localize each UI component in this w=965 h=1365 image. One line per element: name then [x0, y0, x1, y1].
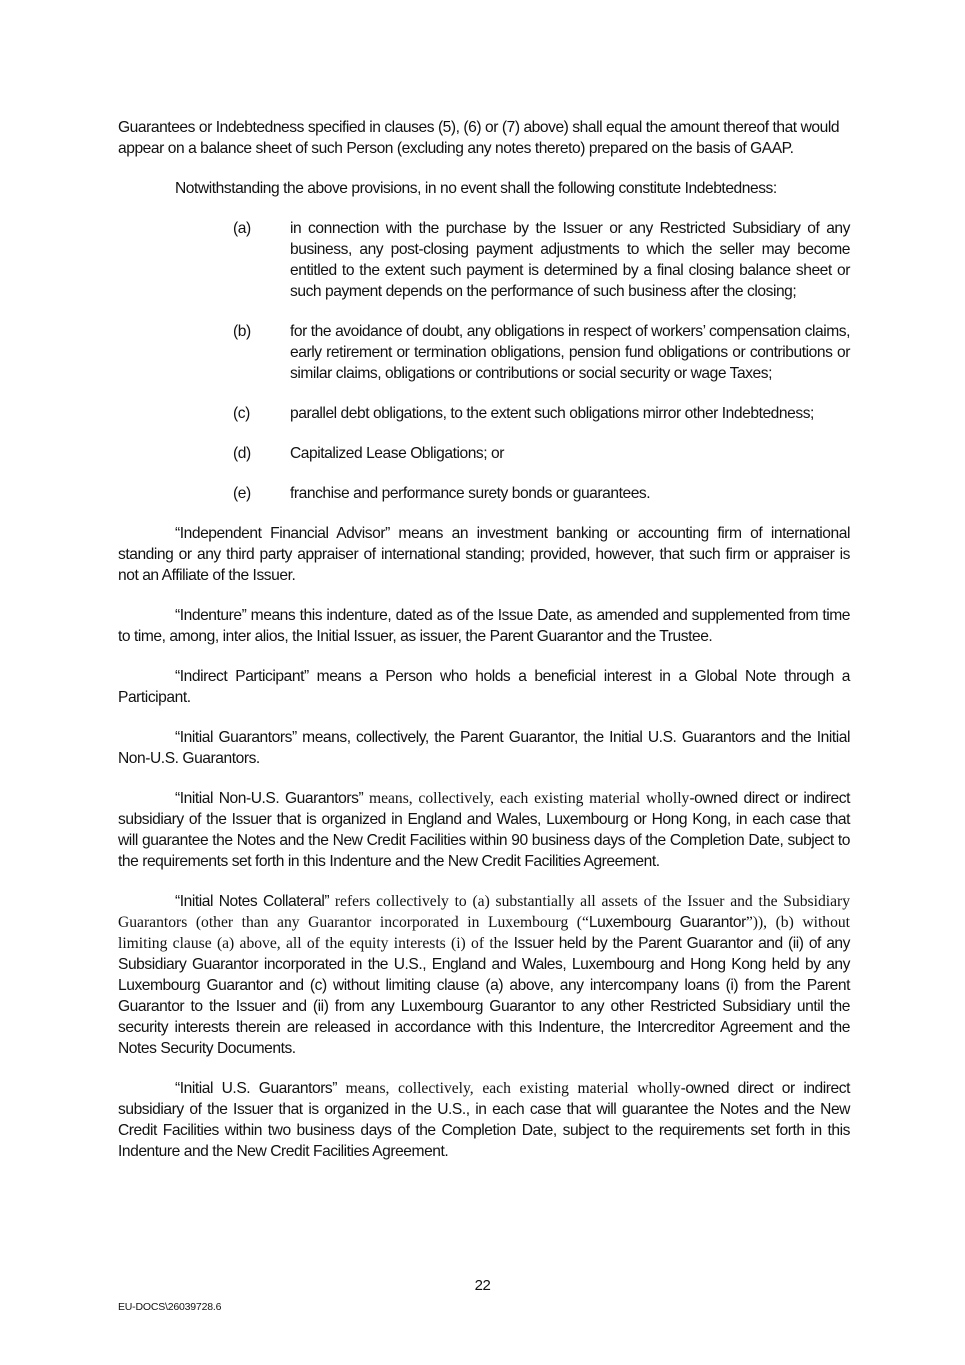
- list-marker: (c): [233, 405, 250, 422]
- text-segment: -owned direct or indirect subsidiary of the Issuer that is organized in the U.S., in each case that will guarantee the Notes and the New Credit Facilities within two business days of the Completion Date, subject to the requirements set forth in this Indenture and the New Credit Facilities Agreement.: [118, 1080, 850, 1160]
- definition-independent-financial-advisor: “Independent Financial Advisor” means an investment banking or accounting firm of international standing or any third party appraiser of international standing; provided, however, that such firm or appraiser is not an Affiliate of the Issuer.: [118, 525, 850, 584]
- list-item: [118, 443, 850, 464]
- definition-initial-guarantors: “Initial Guarantors” means, collectively, the Parent Guarantor, the Initial U.S. Guarantors and the Initial Non-U.S. Guarantors.: [118, 729, 850, 767]
- list-item: [118, 321, 850, 384]
- list-text: Capitalized Lease Obligations; or: [290, 445, 504, 462]
- definition-indirect-participant: “Indirect Participant” means a Person who holds a beneficial interest in a Global Note through a Participant.: [118, 668, 850, 706]
- text-segment: means, collectively, each existing material wholly: [363, 790, 690, 807]
- list-marker: (a): [233, 220, 251, 237]
- document-body: [118, 117, 850, 1181]
- list-item: [118, 483, 850, 504]
- list-text: franchise and performance surety bonds or guarantees.: [290, 485, 651, 502]
- list-marker: (e): [233, 485, 251, 502]
- term: “Initial Non-U.S. Guarantors”: [175, 790, 364, 807]
- text-segment: means, collectively, each existing material wholly: [337, 1080, 681, 1097]
- definition-initial-non-us-guarantors: [118, 788, 850, 872]
- text-segment: ”)), (b) without limiting clause (a) above, all of the equity interests (i) of the: [118, 914, 850, 952]
- paragraph-notwithstanding: Notwithstanding the above provisions, in no event shall the following constitute Indebtedness:: [175, 180, 777, 197]
- definition-indenture: “Indenture” means this indenture, dated as of the Issue Date, as amended and supplemented from time to time, among, inter alios, the Initial Issuer, as issuer, the Parent Guarantor and the Trustee.: [118, 607, 850, 645]
- list-item: [118, 218, 850, 302]
- term: “Initial U.S. Guarantors”: [175, 1080, 338, 1097]
- paragraph-intro: Guarantees or Indebtedness specified in clauses (5), (6) or (7) above) shall equal the amount thereof that would appear on a balance sheet of such Person (excluding any notes thereto) prepared on the basis of GAAP.: [118, 119, 840, 157]
- definition-initial-notes-collateral: [118, 891, 850, 1059]
- list-item: [118, 403, 850, 424]
- definition-initial-us-guarantors: [118, 1078, 850, 1162]
- text-segment: Luxembourg Guarantor: [588, 914, 746, 931]
- text-segment: -owned direct or indirect subsidiary of the Issuer that is organized in England and Wales, Luxembourg or Hong Kong, in each case that will guarantee the Notes and the New Credit Facilities within 90 business days of the Completion Date, subject to the requirements set forth in this Indenture and the New Credit Facilities Agreement.: [118, 790, 850, 870]
- list-text: in connection with the purchase by the Issuer or any Restricted Subsidiary of any business, any post-closing payment adjustments to which the seller may become entitled to the extent such payment is determined by a final closing balance sheet or such payment depends on the performance of such business after the closing;: [290, 220, 850, 300]
- exclusion-list: [118, 218, 850, 504]
- text-segment: Issuer held by the Parent Guarantor and (ii) of any Subsidiary Guarantor incorporated in the U.S., England and Wales, Luxembourg and Hong Kong held by any Luxembourg Guarantor and (c) without limiting clause (a) above, any intercompany loans (i) from the Parent Guarantor to the Issuer and (ii) from any Luxembourg Guarantor to any other Restricted Subsidiary until the security interests therein are released in accordance with this Indenture, the Intercreditor Agreement and the Notes Security Documents.: [118, 935, 850, 1057]
- list-text: for the avoidance of doubt, any obligations in respect of workers’ compensation claims, early retirement or termination obligations, pension fund obligations or contributions or similar claims, obligations or contributions or social security or wage Taxes;: [290, 323, 850, 382]
- document-id: EU-DOCS\26039728.6: [118, 1301, 222, 1313]
- text-segment: refers collectively to (a) substantially all assets of the Issuer and the Subsidiary Guarantors (other than any Guarantor incorporated in Luxembourg (“: [118, 893, 850, 931]
- list-marker: (d): [233, 445, 251, 462]
- term: “Initial Notes Collateral”: [175, 893, 330, 910]
- list-marker: (b): [233, 323, 251, 340]
- list-text: parallel debt obligations, to the extent such obligations mirror other Indebtedness;: [290, 405, 814, 422]
- page-number: 22: [474, 1277, 491, 1294]
